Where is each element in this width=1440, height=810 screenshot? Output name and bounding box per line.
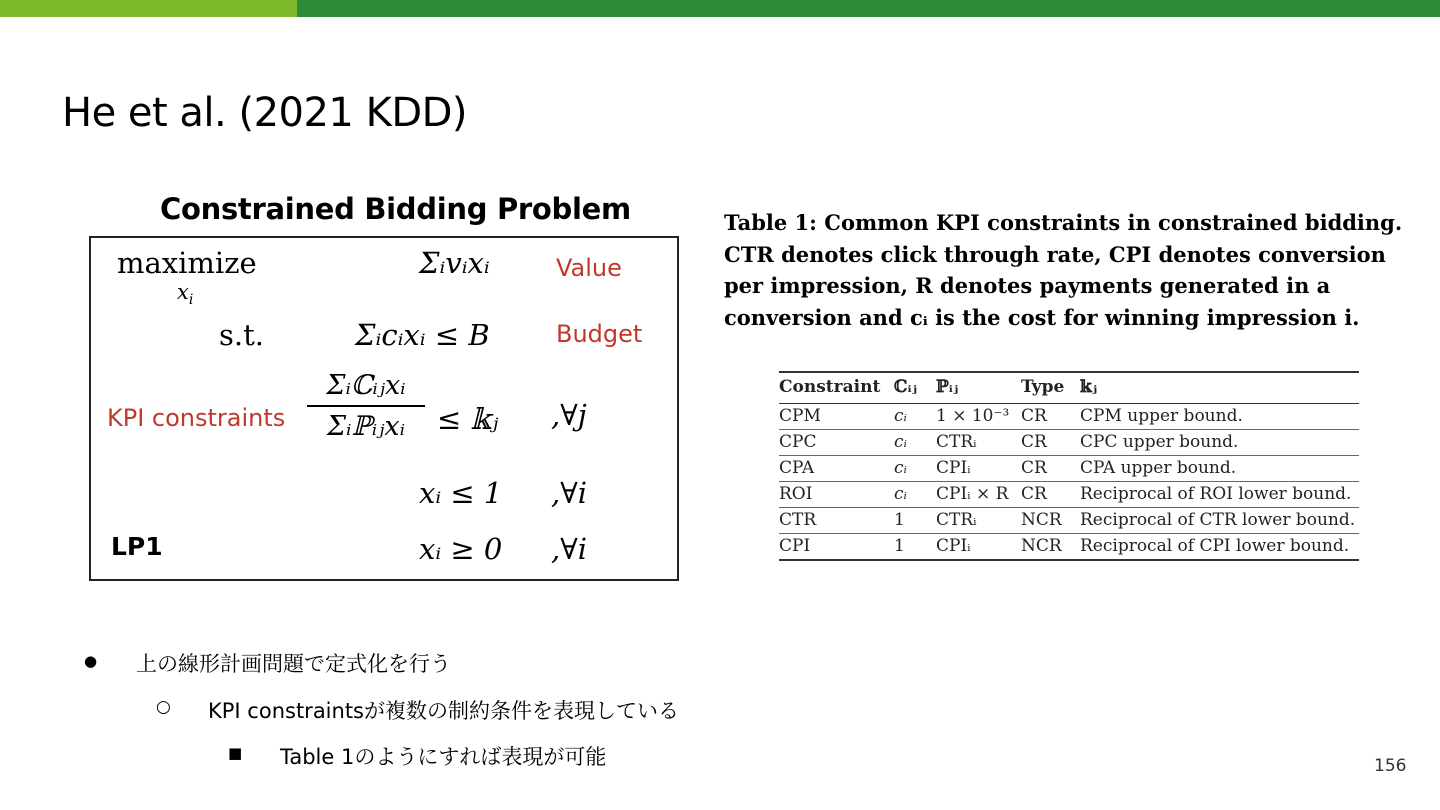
cell-kj: CPA upper bound. <box>1080 456 1359 482</box>
cell-constraint: CPC <box>779 430 894 456</box>
cell-constraint: CTR <box>779 508 894 534</box>
cell-cij: cᵢ <box>894 430 936 456</box>
cell-type: CR <box>1021 430 1080 456</box>
cell-constraint: CPM <box>779 404 894 430</box>
budget-expr: Σᵢcᵢxᵢ ≤ B <box>355 318 490 352</box>
maximize-sub-index: i <box>188 292 194 309</box>
slide-title: He et al. (2021 KDD) <box>62 90 468 136</box>
table-caption: Table 1: Common KPI constraints in constrained bidding. CTR denotes click through rate, CPI denotes conversion per impression, R denotes payments generated in a conversion and cᵢ is the cost for winning impression i. <box>724 210 1403 330</box>
objective-expr: Σᵢvᵢxᵢ <box>419 246 490 280</box>
lp-heading: Constrained Bidding Problem <box>160 192 631 226</box>
table-row <box>779 456 1359 482</box>
fraction-bar <box>307 405 425 407</box>
lower-bound-forall: ,∀i <box>551 532 587 566</box>
filled-circle-bullet-icon: ● <box>84 652 98 670</box>
cell-cij: cᵢ <box>894 404 936 430</box>
table-row <box>779 404 1359 430</box>
kpi-constraints-table <box>779 371 1359 561</box>
cell-constraint: ROI <box>779 482 894 508</box>
kpi-fraction <box>307 370 425 442</box>
kpi-forall: ,∀j <box>551 398 587 432</box>
square-bullet-icon: ■ <box>228 744 243 762</box>
cell-pij: CPIᵢ <box>936 456 1021 482</box>
budget-label: Budget <box>556 320 643 348</box>
kpi-rhs: ≤ 𝕜ⱼ <box>437 402 499 436</box>
cell-kj: CPC upper bound. <box>1080 430 1359 456</box>
cell-type: NCR <box>1021 534 1080 561</box>
table-row <box>779 430 1359 456</box>
upper-bound-forall: ,∀i <box>551 476 587 510</box>
cell-constraint: CPI <box>779 534 894 561</box>
lower-bound-expr: xᵢ ≥ 0 <box>419 532 503 566</box>
cell-kj: Reciprocal of CTR lower bound. <box>1080 508 1359 534</box>
cell-pij: 1 × 10⁻³ <box>936 404 1021 430</box>
cell-pij: CPIᵢ <box>936 534 1021 561</box>
kpi-numerator: Σᵢℂᵢⱼxᵢ <box>326 370 406 401</box>
kpi-constraints-label: KPI constraints <box>107 404 286 432</box>
maximize-sub-var: x <box>177 280 189 304</box>
cell-kj: Reciprocal of CPI lower bound. <box>1080 534 1359 561</box>
header-constraint: Constraint <box>779 372 894 404</box>
cell-pij: CTRᵢ <box>936 508 1021 534</box>
cell-cij: cᵢ <box>894 482 936 508</box>
top-accent-bar <box>0 0 1440 17</box>
header-cij: ℂᵢⱼ <box>894 372 936 404</box>
page-number: 156 <box>1374 756 1407 776</box>
header-kj: 𝕜ⱼ <box>1080 372 1359 404</box>
value-label: Value <box>556 254 622 282</box>
maximize-text: maximize <box>117 246 257 280</box>
cell-type: CR <box>1021 404 1080 430</box>
upper-bound-expr: xᵢ ≤ 1 <box>419 476 503 510</box>
cell-cij: 1 <box>894 534 936 561</box>
table-row <box>779 534 1359 561</box>
lp-formulation-box <box>89 236 679 581</box>
table-header-row <box>779 372 1359 404</box>
table-row <box>779 482 1359 508</box>
table-row <box>779 508 1359 534</box>
cell-cij: 1 <box>894 508 936 534</box>
cell-kj: CPM upper bound. <box>1080 404 1359 430</box>
top-bar-left-segment <box>0 0 297 17</box>
cell-pij: CTRᵢ <box>936 430 1021 456</box>
kpi-denominator: Σᵢℙᵢⱼxᵢ <box>326 411 406 442</box>
cell-kj: Reciprocal of ROI lower bound. <box>1080 482 1359 508</box>
lp-name: LP1 <box>111 532 163 561</box>
top-bar-right-segment <box>297 0 1440 17</box>
bullet-text: Table 1のようにすれば表現が可能 <box>280 745 607 769</box>
cell-cij: cᵢ <box>894 456 936 482</box>
header-type: Type <box>1021 372 1080 404</box>
hollow-circle-bullet-icon: ○ <box>156 697 171 717</box>
cell-constraint: CPA <box>779 456 894 482</box>
cell-pij: CPIᵢ × R <box>936 482 1021 508</box>
cell-type: NCR <box>1021 508 1080 534</box>
st-text: s.t. <box>219 318 264 352</box>
cell-type: CR <box>1021 482 1080 508</box>
header-pij: ℙᵢⱼ <box>936 372 1021 404</box>
maximize-subscript <box>177 280 193 308</box>
bullet-text: KPI constraintsが複数の制約条件を表現している <box>208 699 680 723</box>
bullet-text: 上の線形計画問題で定式化を行う <box>136 652 451 676</box>
cell-type: CR <box>1021 456 1080 482</box>
